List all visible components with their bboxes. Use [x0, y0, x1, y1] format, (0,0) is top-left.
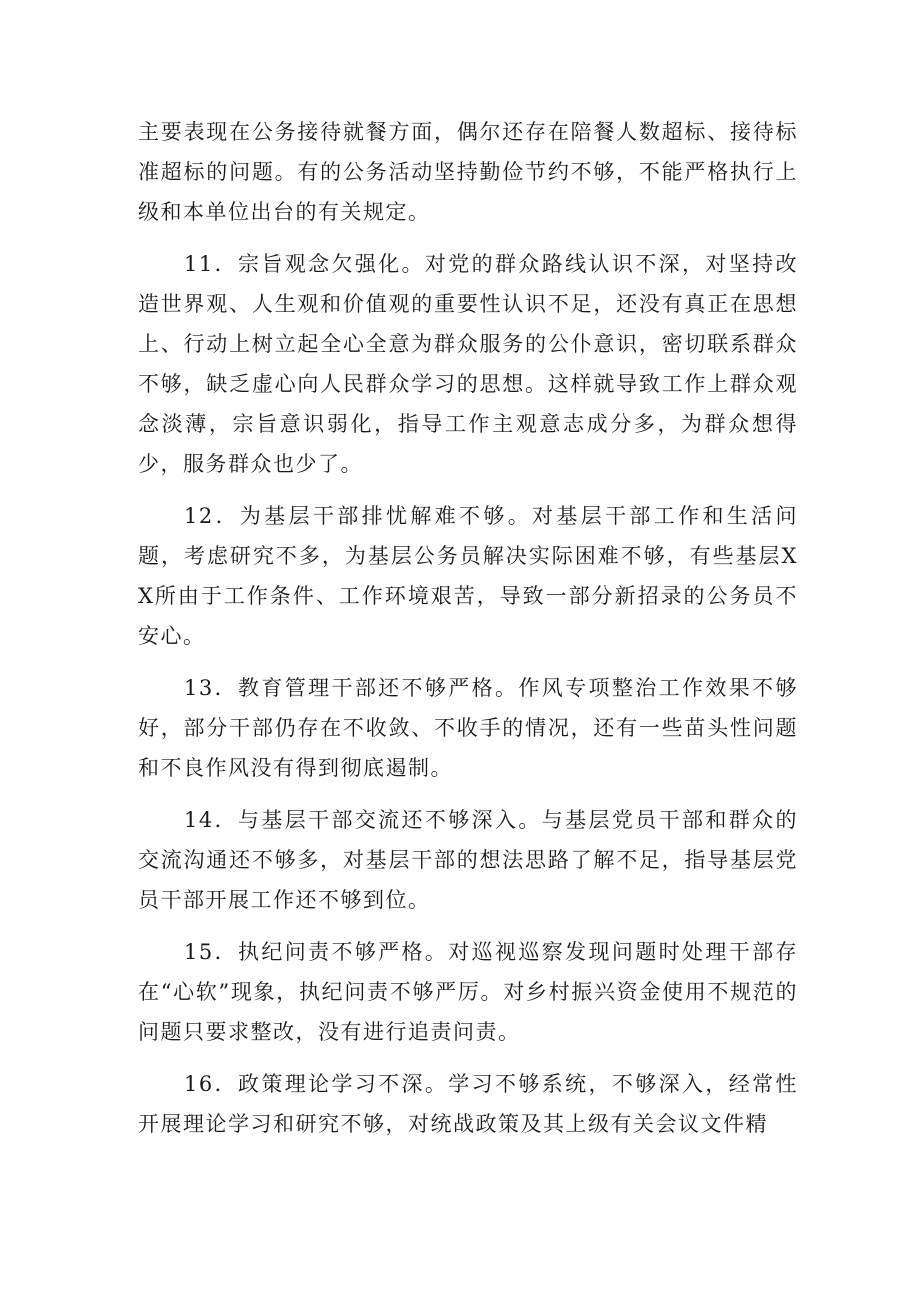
paragraph-item-16: 16．政策理论学习不深。学习不够系统，不够深入，经常性开展理论学习和研究不够，对统战政策及其上级有关会议文件精 [138, 1072, 798, 1136]
paragraph-item-14: 14．与基层干部交流还不够深入。与基层党员干部和群众的交流沟通还不够多，对基层干部的想法思路了解不足，指导基层党员干部开展工作还不够到位。 [138, 808, 798, 912]
paragraph-item-13: 13．教育管理干部还不够严格。作风专项整治工作效果不够好，部分干部仍存在不收敛、不收手的情况，还有一些苗头性问题和不良作风没有得到彻底遏制。 [138, 676, 798, 780]
paragraph-item-11: 11．宗旨观念欠强化。对党的群众路线认识不深，对坚持改造世界观、人生观和价值观的重要性认识不足，还没有真正在思想上、行动上树立起全心全意为群众服务的公仆意识，密切联系群众不够，缺乏虚心向人民群众学习的思想。这样就导致工作上群众观念淡薄，宗旨意识弱化，指导工作主观意志成分多，为群众想得少，服务群众也少了。 [138, 252, 798, 476]
paragraph-item-12: 12．为基层干部排忧解难不够。对基层干部工作和生活问题，考虑研究不多，为基层公务员解决实际困难不够，有些基层XX所由于工作条件、工作环境艰苦，导致一部分新招录的公务员不安心。 [138, 504, 798, 648]
paragraph-continued: 主要表现在公务接待就餐方面，偶尔还存在陪餐人数超标、接待标准超标的问题。有的公务活动坚持勤俭节约不够，不能严格执行上级和本单位出台的有关规定。 [138, 120, 798, 224]
paragraph-item-15: 15．执纪问责不够严格。对巡视巡察发现问题时处理干部存在“心软”现象，执纪问责不够严厉。对乡村振兴资金使用不规范的问题只要求整改，没有进行追责问责。 [138, 940, 798, 1044]
document-body [138, 112, 798, 1156]
